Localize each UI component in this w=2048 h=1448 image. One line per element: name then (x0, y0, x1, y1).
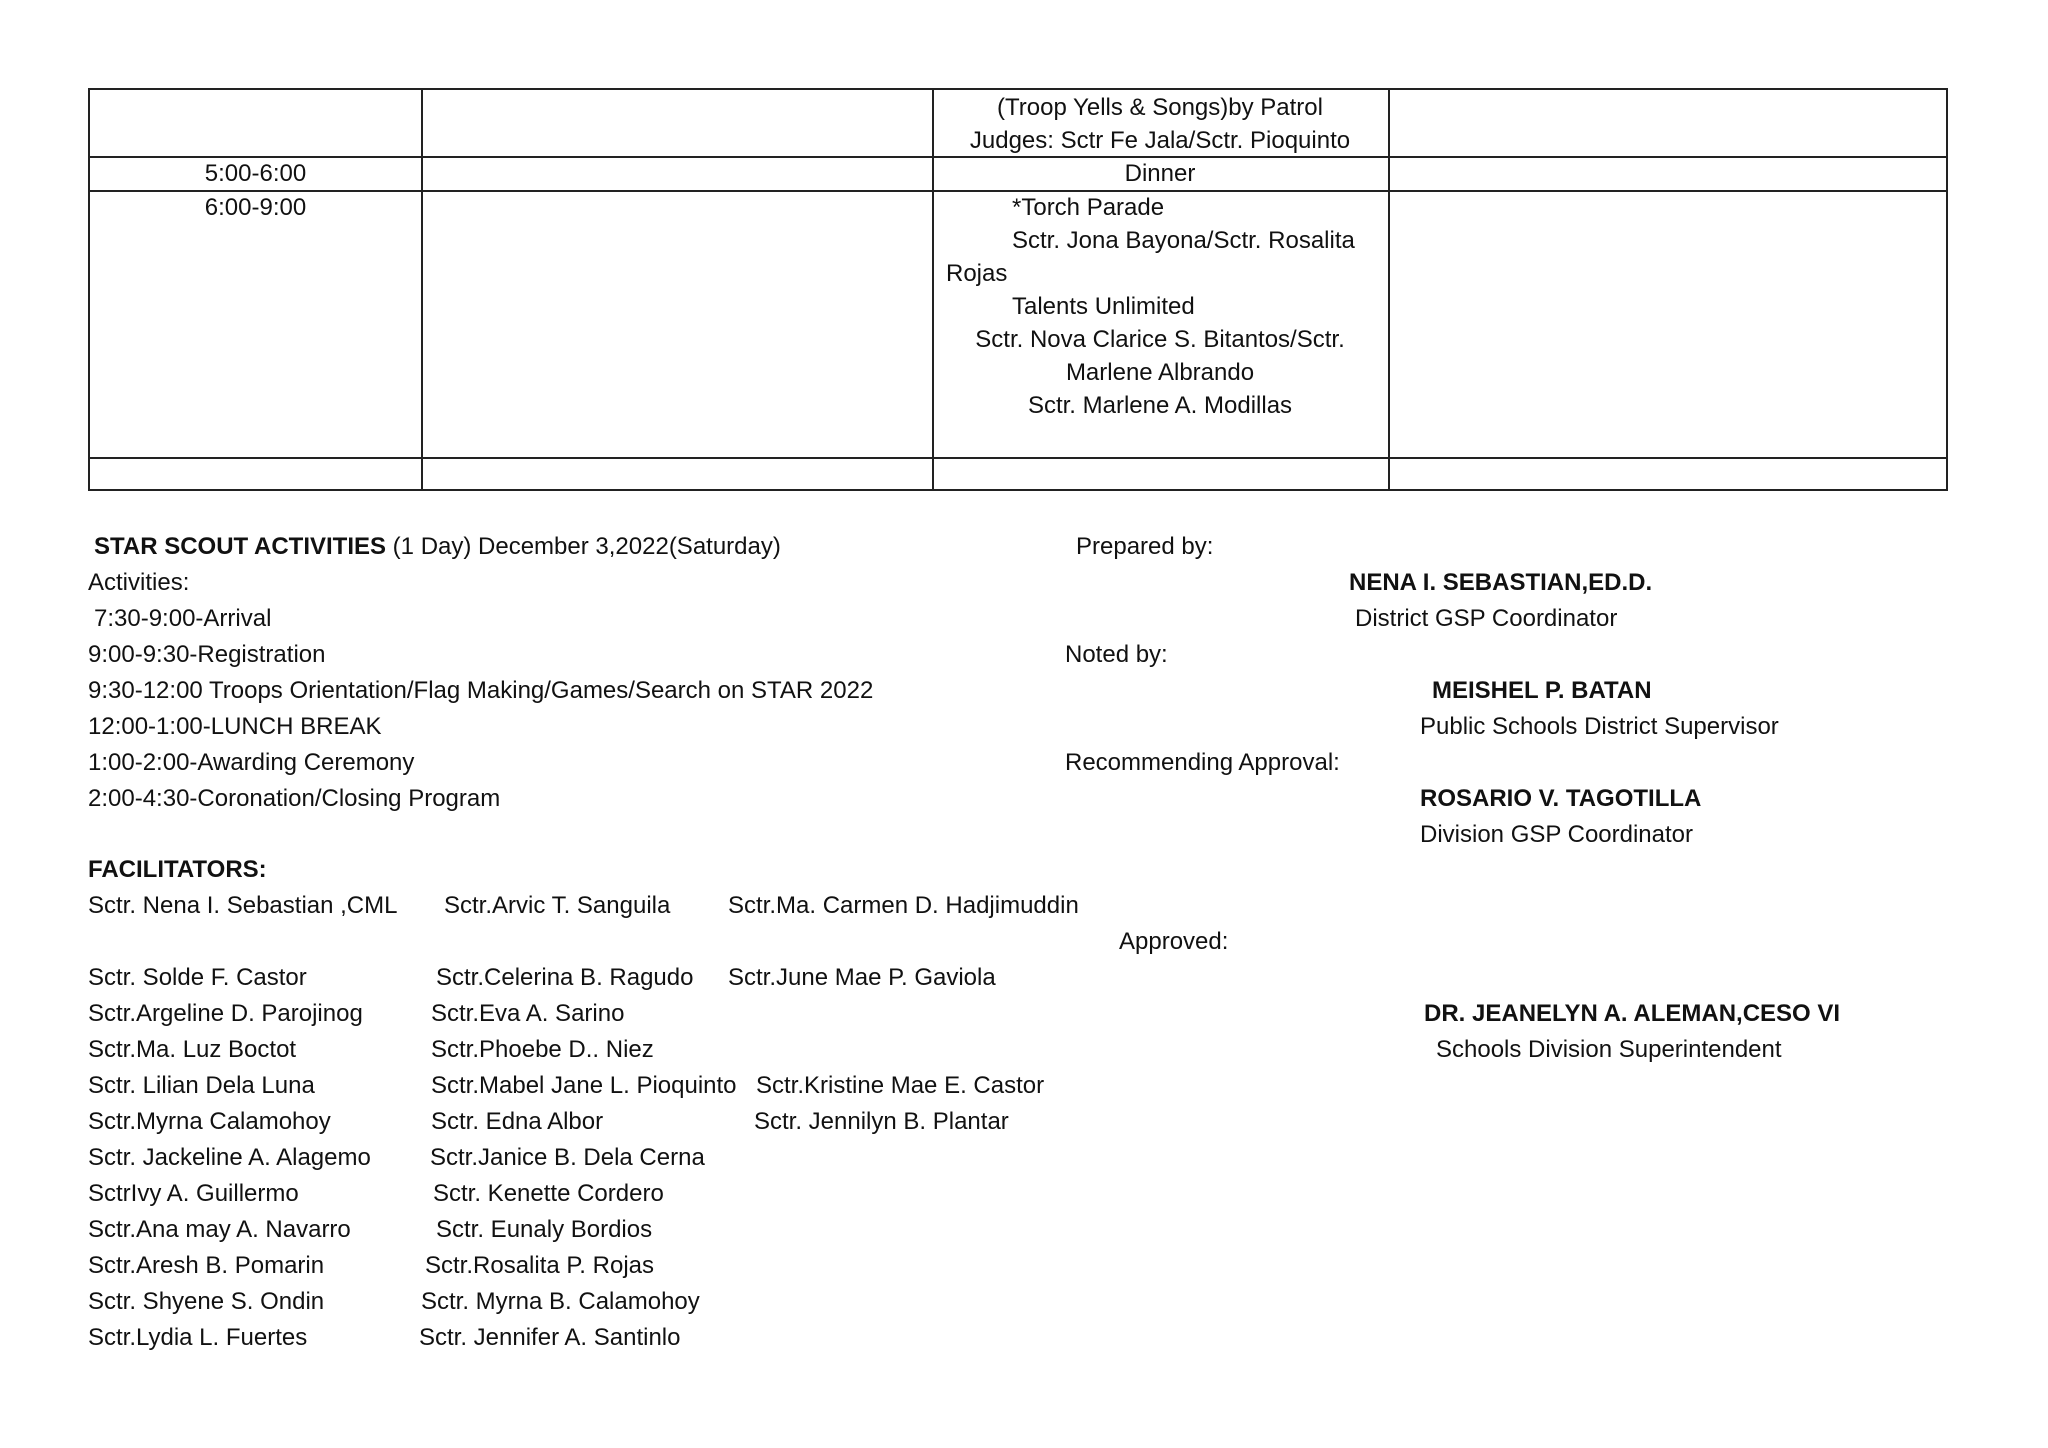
activity-line: Sctr. Marlene A. Modillas (1027, 392, 1293, 419)
schedule-table (88, 88, 1948, 491)
approved-title: Schools Division Superintendent (1436, 1036, 1782, 1063)
facilitator-name: Sctr. Edna Albor (431, 1108, 604, 1135)
facilitator-name: Sctr. Jennilyn B. Plantar (754, 1108, 1009, 1135)
recommending-title: Division GSP Coordinator (1420, 821, 1694, 848)
table-cell-time: 5:00-6:00 (204, 160, 307, 187)
facilitator-name: Sctr.Rosalita P. Rojas (425, 1252, 654, 1279)
facilitator-name: Sctr.Myrna Calamohoy (88, 1108, 331, 1135)
recommending-name: ROSARIO V. TAGOTILLA (1420, 785, 1702, 812)
noted-by-label: Noted by: (1065, 641, 1168, 668)
facilitator-name: Sctr.Eva A. Sarino (431, 1000, 625, 1027)
facilitators-heading: FACILITATORS: (88, 856, 267, 883)
table-row-divider (90, 457, 1946, 459)
facilitator-name: Sctr.Phoebe D.. Niez (431, 1036, 654, 1063)
approved-label: Approved: (1119, 928, 1229, 955)
activities-label: Activities: (88, 569, 190, 596)
activity-line: *Torch Parade (1012, 194, 1165, 221)
activity-item: 1:00-2:00-Awarding Ceremony (88, 749, 415, 776)
facilitator-name: Sctr.Kristine Mae E. Castor (756, 1072, 1045, 1099)
recommending-approval-label: Recommending Approval: (1065, 749, 1340, 776)
activity-item: 9:00-9:30-Registration (88, 641, 326, 668)
activity-item: 9:30-12:00 Troops Orientation/Flag Making/Games/Search on STAR 2022 (88, 677, 874, 704)
facilitator-name: Sctr.Celerina B. Ragudo (436, 964, 694, 991)
facilitator-name: Sctr. Nena I. Sebastian ,CML (88, 892, 398, 919)
noted-by-name: MEISHEL P. BATAN (1432, 677, 1652, 704)
facilitator-name: Sctr. Jackeline A. Alagemo (88, 1144, 371, 1171)
facilitator-name: Sctr.Mabel Jane L. Pioquinto (431, 1072, 737, 1099)
facilitator-name: Sctr. Jennifer A. Santinlo (419, 1324, 681, 1351)
facilitator-name: Sctr. Kenette Cordero (433, 1180, 664, 1207)
approved-name: DR. JEANELYN A. ALEMAN,CESO VI (1424, 1000, 1841, 1027)
facilitator-name: Sctr.June Mae P. Gaviola (728, 964, 996, 991)
activity-line: Rojas (946, 260, 1008, 287)
facilitator-name: Sctr. Lilian Dela Luna (88, 1072, 315, 1099)
star-activities-heading (94, 530, 781, 563)
star-heading-bold: STAR SCOUT ACTIVITIES (94, 533, 387, 560)
facilitator-name: Sctr.Lydia L. Fuertes (88, 1324, 308, 1351)
table-cell-time: 6:00-9:00 (204, 194, 307, 221)
activity-line: Talents Unlimited (1012, 293, 1195, 320)
facilitator-name: Sctr.Ma. Luz Boctot (88, 1036, 297, 1063)
facilitator-name: Sctr.Arvic T. Sanguila (444, 892, 671, 919)
facilitator-name: Sctr. Solde F. Castor (88, 964, 307, 991)
facilitator-name: Sctr.Ma. Carmen D. Hadjimuddin (728, 892, 1079, 919)
activity-line: Sctr. Nova Clarice S. Bitantos/Sctr. (975, 326, 1345, 353)
activity-line: (Troop Yells & Songs)by Patrol (997, 94, 1323, 121)
activity-line: Marlene Albrando (1065, 359, 1255, 386)
table-cell-activity: Dinner (1124, 160, 1196, 187)
table-cell-activity (932, 91, 1388, 157)
star-heading-rest: (1 Day) December 3,2022(Saturday) (386, 533, 781, 560)
prepared-by-name: NENA I. SEBASTIAN,ED.D. (1349, 569, 1653, 596)
activity-line: Sctr. Jona Bayona/Sctr. Rosalita (1012, 227, 1355, 254)
facilitator-name: Sctr.Ana may A. Navarro (88, 1216, 351, 1243)
facilitator-name: Sctr.Aresh B. Pomarin (88, 1252, 325, 1279)
activity-item: 2:00-4:30-Coronation/Closing Program (88, 785, 501, 812)
facilitator-name: Sctr. Eunaly Bordios (436, 1216, 653, 1243)
activity-item: 12:00-1:00-LUNCH BREAK (88, 713, 382, 740)
prepared-by-label: Prepared by: (1076, 533, 1214, 560)
noted-by-title: Public Schools District Supervisor (1420, 713, 1779, 740)
facilitator-name: SctrIvy A. Guillermo (88, 1180, 299, 1207)
activity-item: 7:30-9:00-Arrival (94, 605, 272, 632)
prepared-by-title: District GSP Coordinator (1355, 605, 1618, 632)
facilitator-name: Sctr.Janice B. Dela Cerna (430, 1144, 705, 1171)
table-column-divider (1388, 90, 1390, 489)
facilitator-name: Sctr. Shyene S. Ondin (88, 1288, 325, 1315)
facilitator-name: Sctr.Argeline D. Parojinog (88, 1000, 363, 1027)
table-column-divider (421, 90, 423, 489)
activity-line: Judges: Sctr Fe Jala/Sctr. Pioquinto (969, 127, 1351, 154)
facilitator-name: Sctr. Myrna B. Calamohoy (421, 1288, 700, 1315)
